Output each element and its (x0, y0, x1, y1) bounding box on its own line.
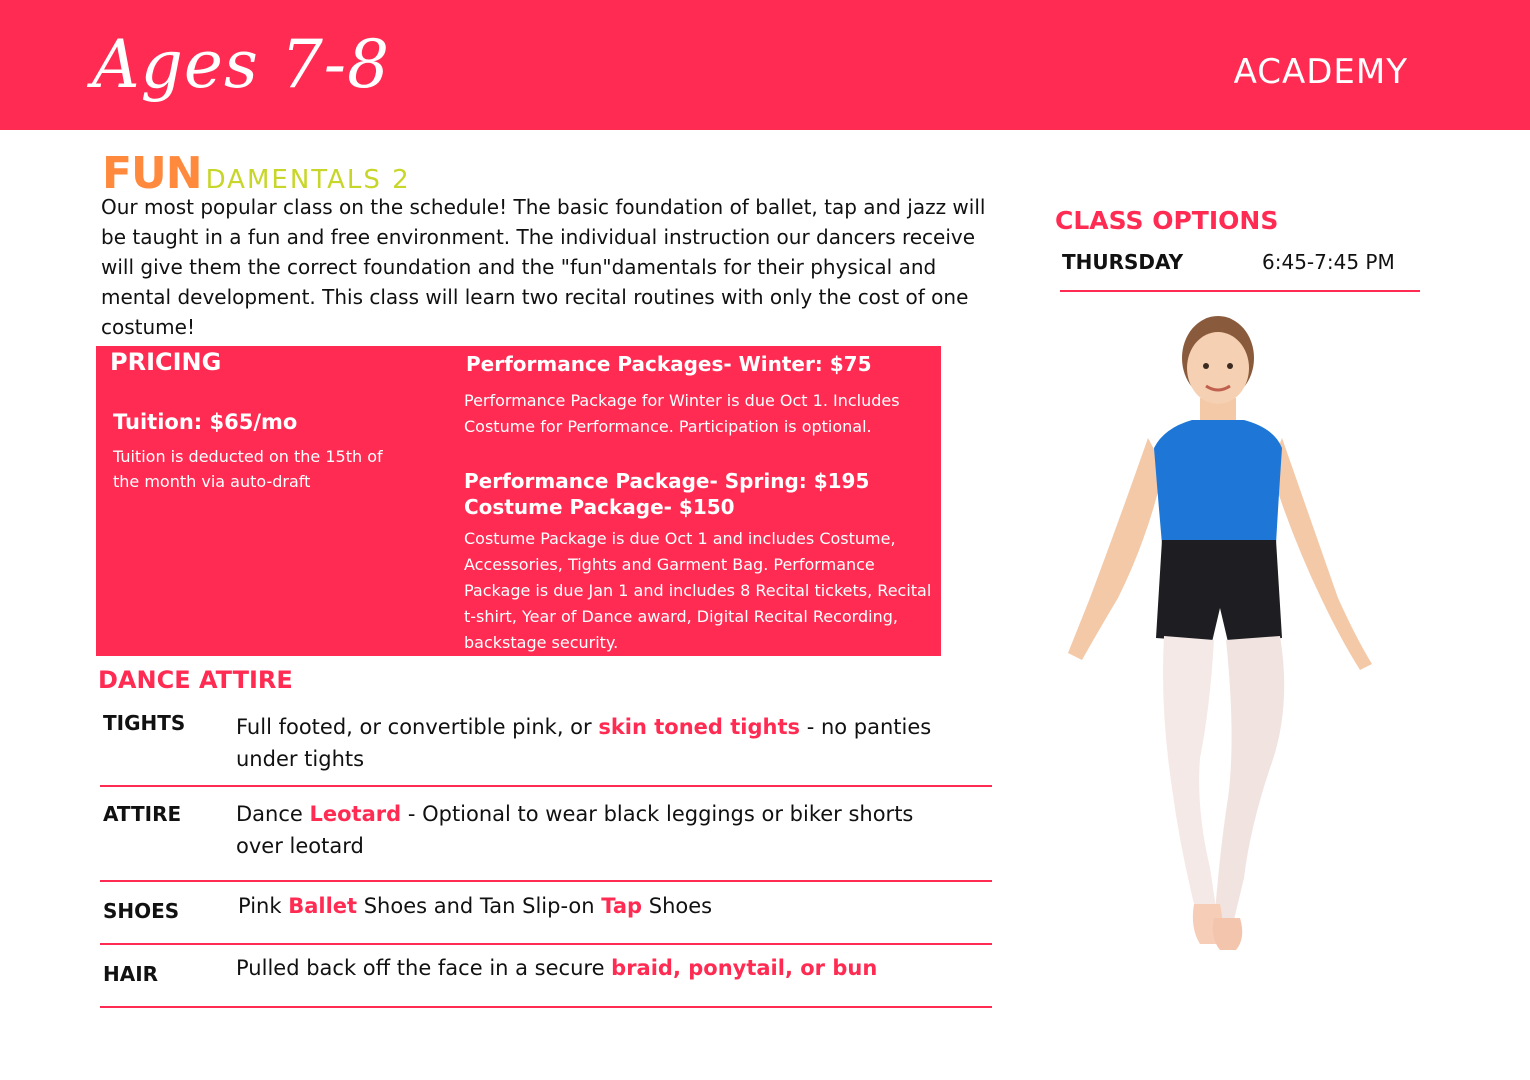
pricing-title: PRICING (110, 348, 222, 376)
attire-highlight: Tap (601, 894, 643, 918)
attire-text (236, 952, 936, 984)
dancer-ballet-shoe (1213, 918, 1242, 950)
spring-package-titles (464, 468, 869, 520)
winter-package-description: Performance Package for Winter is due Oct 1. Includes Costume for Performance. Participation is optional. (464, 391, 900, 436)
class-time: 6:45-7:45 PM (1262, 250, 1395, 274)
dancer-left-arm (1068, 438, 1164, 660)
attire-text-part: Pulled back off the face in a secure (236, 956, 612, 980)
class-day: THURSDAY (1062, 250, 1184, 274)
attire-label: TIGHTS (103, 711, 186, 735)
academy-label: ACADEMY (1233, 52, 1408, 92)
tuition-title: Tuition: $65/mo (113, 410, 298, 434)
attire-text (236, 711, 936, 775)
attire-text (238, 890, 938, 922)
spring-package-description: Costume Package is due Oct 1 and includes Costume, Accessories, Tights and Garment Bag. Performance Package is due Jan 1 and includes 8 Recital tickets, Recital t-shirt, Year of Dance award, Digital Recital Recording, backstage security. (464, 529, 932, 652)
pricing-box (96, 346, 941, 656)
attire-highlight: braid, ponytail, or bun (611, 956, 878, 980)
winter-package-title: Performance Packages- Winter: $75 (466, 352, 872, 376)
class-options-title: CLASS OPTIONS (1055, 206, 1279, 235)
class-title-fun: FUN (102, 148, 202, 199)
attire-highlight: skin toned tights (598, 715, 801, 739)
attire-text-part: Full footed, or convertible pink, or (236, 715, 599, 739)
attire-text-part: - no panties under tights (236, 715, 932, 771)
class-title (102, 148, 411, 199)
dancer-face (1187, 332, 1249, 404)
dancer-right-arm (1270, 438, 1372, 670)
dancer-eye (1227, 363, 1233, 369)
dancer-leotard (1154, 420, 1282, 544)
attire-text-part: Shoes and Tan Slip-on (357, 894, 602, 918)
attire-text-part: Pink (238, 894, 289, 918)
attire-highlight: Ballet (288, 894, 358, 918)
attire-text-part: - Optional to wear black leggings or biker shorts over leotard (236, 802, 914, 858)
attire-row-shoes (100, 890, 992, 945)
attire-label: HAIR (103, 962, 159, 986)
attire-text-part: Dance (236, 802, 310, 826)
dancer-illustration (1060, 308, 1380, 950)
dancer-right-leg (1214, 636, 1284, 928)
page-title: Ages 7-8 (92, 26, 391, 103)
dance-attire-title: DANCE ATTIRE (98, 666, 293, 694)
header-banner (0, 0, 1530, 130)
class-options-divider (1060, 290, 1420, 292)
attire-text (236, 798, 936, 862)
dancer-eye (1203, 363, 1209, 369)
dancer-left-leg (1163, 636, 1216, 912)
attire-label: ATTIRE (103, 802, 182, 826)
class-title-rest: DAMENTALS 2 (205, 165, 411, 195)
attire-label: SHOES (103, 899, 180, 923)
class-description: Our most popular class on the schedule! The basic foundation of ballet, tap and jazz will be taught in a fun and free environment. The individual instruction our dancers receive will give them the correct foundation and the "fun"damentals for their physical and mental development. This class will learn two recital routines with only the cost of one costume! (101, 195, 986, 339)
tuition-description: Tuition is deducted on the 15th of the month via auto-draft (113, 447, 383, 491)
spring-package-title: Performance Package- Spring: $195 (464, 469, 870, 493)
attire-highlight: Leotard (309, 802, 402, 826)
costume-package-title: Costume Package- $150 (464, 495, 735, 519)
dancer-shorts (1156, 540, 1282, 642)
attire-row-hair (100, 952, 992, 1008)
attire-row-attire (100, 796, 992, 882)
attire-row-tights (100, 706, 992, 787)
attire-text-part: Shoes (642, 894, 713, 918)
